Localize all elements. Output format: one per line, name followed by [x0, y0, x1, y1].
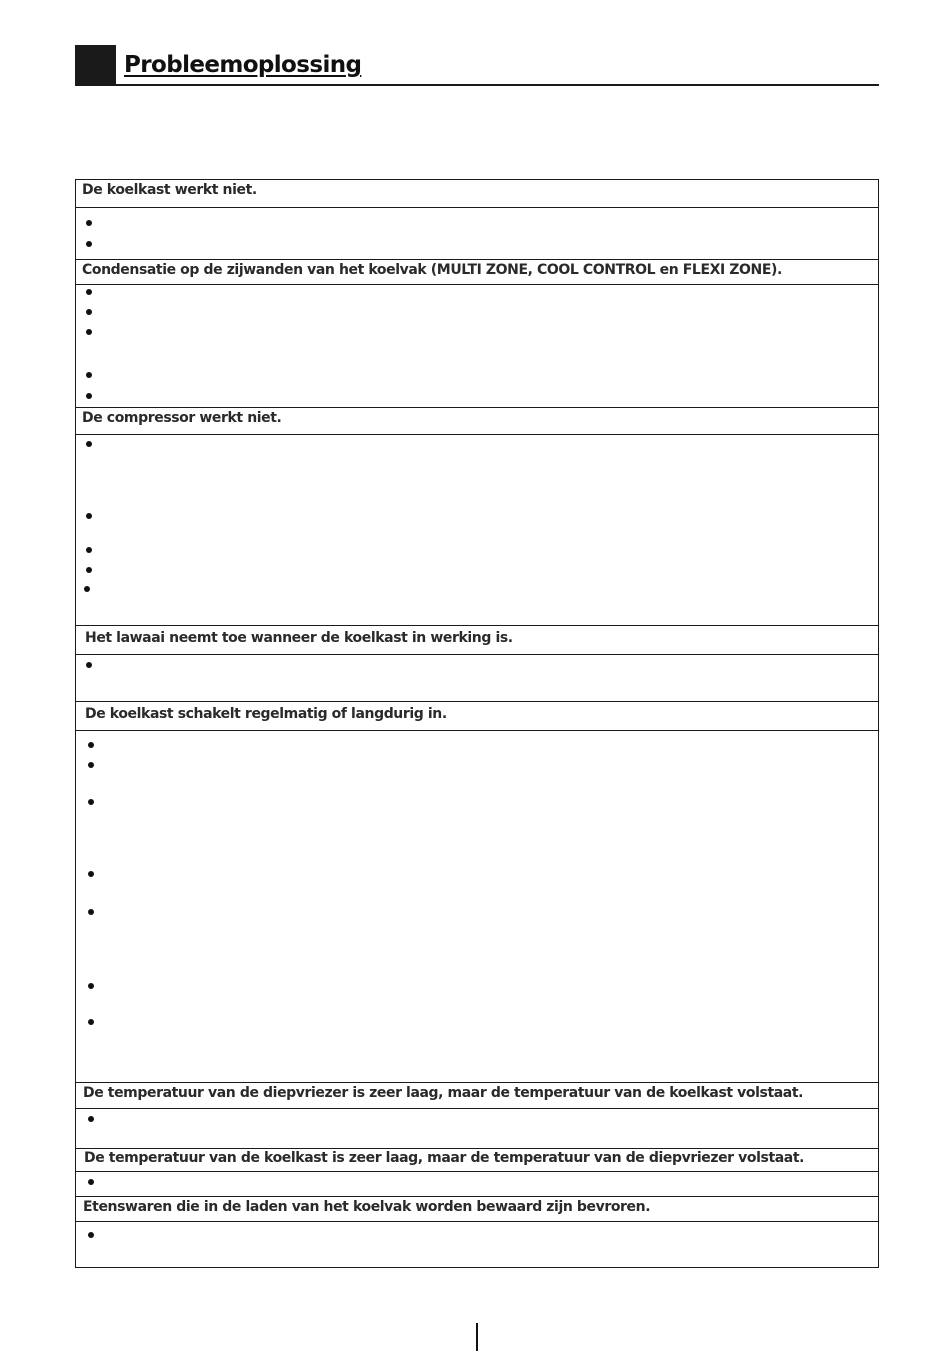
list-bullet: [88, 871, 94, 877]
list-bullet: [88, 762, 94, 768]
page-title: Probleemoplossing: [124, 52, 362, 78]
list-bullet: [86, 220, 92, 226]
section-heading: De koelkast schakelt regelmatig of langdurig in.: [85, 706, 447, 722]
list-bullet: [86, 567, 92, 573]
list-bullet: [88, 1019, 94, 1025]
page-number-marker: [476, 1323, 478, 1351]
list-bullet: [86, 372, 92, 378]
section-heading: De koelkast werkt niet.: [82, 182, 257, 198]
troubleshooting-table: [75, 179, 879, 1268]
list-bullet: [88, 983, 94, 989]
section-heading-row: [76, 260, 878, 285]
list-bullet: [88, 742, 94, 748]
list-bullet: [86, 547, 92, 553]
section-heading: Condensatie op de zijwanden van het koelvak (MULTI ZONE, COOL CONTROL en FLEXI ZONE).: [82, 262, 782, 278]
section-heading: De temperatuur van de koelkast is zeer laag, maar de temperatuur van de diepvriezer volstaat.: [84, 1150, 805, 1166]
list-bullet: [86, 662, 92, 668]
list-bullet: [86, 329, 92, 335]
section-heading: De temperatuur van de diepvriezer is zeer laag, maar de temperatuur van de koelkast volstaat.: [83, 1085, 804, 1101]
section-heading-row: [76, 1083, 878, 1109]
section-heading-row: [76, 626, 878, 655]
section-heading-row: [76, 1149, 878, 1172]
section-heading: Etenswaren die in de laden van het koelvak worden bewaard zijn bevroren.: [83, 1199, 651, 1215]
list-bullet: [86, 241, 92, 247]
section-marker-block: [75, 45, 116, 86]
list-bullet: [88, 1179, 94, 1185]
list-bullet: [86, 441, 92, 447]
list-bullet: [86, 513, 92, 519]
section-heading-row: [76, 408, 878, 435]
list-bullet: [88, 799, 94, 805]
list-bullet: [88, 909, 94, 915]
list-bullet: [86, 309, 92, 315]
section-heading: De compressor werkt niet.: [82, 410, 282, 426]
title-underline-rule: [116, 84, 879, 86]
list-bullet: [88, 1232, 94, 1238]
section-heading-row: [76, 1197, 878, 1222]
section-heading: Het lawaai neemt toe wanneer de koelkast in werking is.: [85, 630, 513, 646]
section-heading-row: [76, 180, 878, 208]
list-bullet: [86, 393, 92, 399]
section-heading-row: [76, 702, 878, 731]
list-bullet: [86, 289, 92, 295]
list-bullet: [84, 586, 90, 592]
list-bullet: [88, 1116, 94, 1122]
